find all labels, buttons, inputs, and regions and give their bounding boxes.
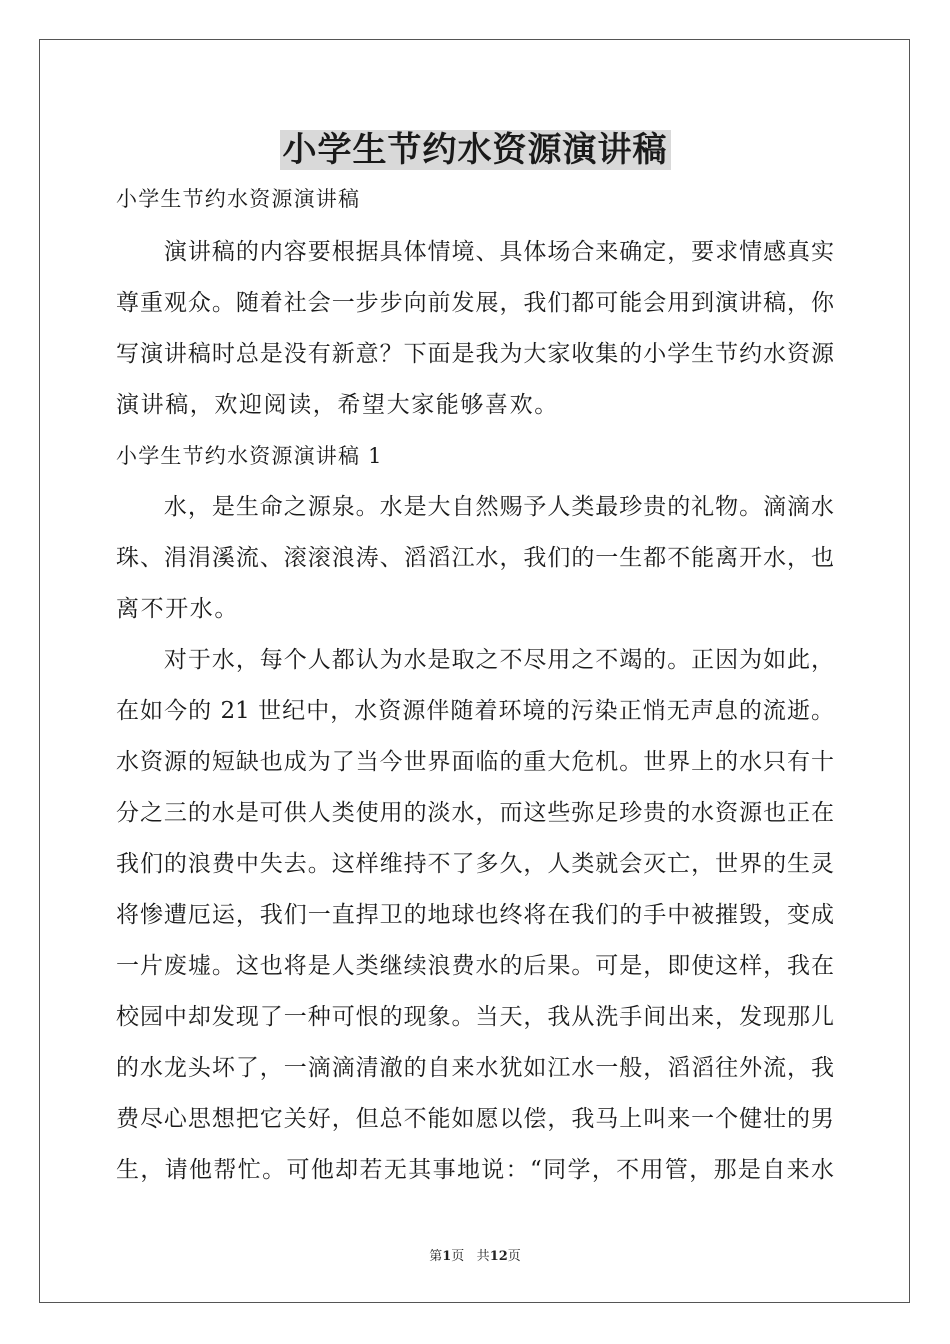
- document-title: [0, 127, 950, 173]
- paragraph-line: 演讲稿，欢迎阅读，希望大家能够喜欢。: [116, 392, 559, 418]
- section-heading: 小学生节约水资源演讲稿 1: [116, 444, 383, 468]
- paragraph-line: 分之三的水是可供人类使用的淡水，而这些弥足珍贵的水资源也正在: [116, 800, 834, 826]
- paragraph-line: 在如今的 21 世纪中，水资源伴随着环境的污染正悄无声息的流逝。: [116, 698, 834, 724]
- paragraph-line: 演讲稿的内容要根据具体情境、具体场合来确定，要求情感真实: [116, 239, 834, 265]
- paragraph-line: 写演讲稿时总是没有新意？下面是我为大家收集的小学生节约水资源: [116, 341, 834, 367]
- intro-paragraph: [116, 227, 834, 431]
- page-suffix: 页: [451, 1249, 465, 1264]
- total-suffix: 页: [507, 1249, 521, 1264]
- paragraph-line: 的水龙头坏了，一滴滴清澈的自来水犹如江水一般，滔滔往外流，我: [116, 1055, 834, 1081]
- document-title-text: 小学生节约水资源演讲稿: [280, 130, 671, 170]
- paragraph-line: 离不开水。: [116, 596, 239, 622]
- total-prefix: 共: [476, 1249, 490, 1264]
- paragraph-line: 将惨遭厄运，我们一直捍卫的地球也终将在我们的手中被摧毁，变成: [116, 902, 834, 928]
- paragraph-line: 校园中却发现了一种可恨的现象。当天，我从洗手间出来，发现那儿: [116, 1004, 834, 1030]
- paragraph-line: 珠、涓涓溪流、滚滚浪涛、滔滔江水，我们的一生都不能离开水，也: [116, 545, 834, 571]
- total-pages: 12: [489, 1249, 508, 1264]
- page-number: 1: [442, 1249, 452, 1264]
- page-prefix: 第: [429, 1249, 443, 1264]
- paragraph-line: 水，是生命之源泉。水是大自然赐予人类最珍贵的礼物。滴滴水: [116, 494, 834, 520]
- paragraph-2: [116, 635, 834, 1196]
- page-footer: [0, 1248, 950, 1266]
- paragraph-line: 我们的浪费中失去。这样维持不了多久，人类就会灭亡，世界的生灵: [116, 851, 834, 877]
- paragraph-line: 一片废墟。这也将是人类继续浪费水的后果。可是，即使这样，我在: [116, 953, 834, 979]
- document-subtitle: 小学生节约水资源演讲稿: [116, 187, 361, 211]
- paragraph-1: [116, 482, 834, 635]
- document-body: [116, 176, 834, 1196]
- paragraph-line: 水资源的短缺也成为了当今世界面临的重大危机。世界上的水只有十: [116, 749, 834, 775]
- paragraph-line: 对于水，每个人都认为水是取之不尽用之不竭的。正因为如此，: [116, 647, 834, 673]
- paragraph-line: 费尽心思想把它关好，但总不能如愿以偿，我马上叫来一个健壮的男: [116, 1106, 834, 1132]
- paragraph-line: 生，请他帮忙。可他却若无其事地说：“同学，不用管，那是自来水: [116, 1157, 834, 1183]
- paragraph-line: 尊重观众。随着社会一步步向前发展，我们都可能会用到演讲稿，你: [116, 290, 834, 316]
